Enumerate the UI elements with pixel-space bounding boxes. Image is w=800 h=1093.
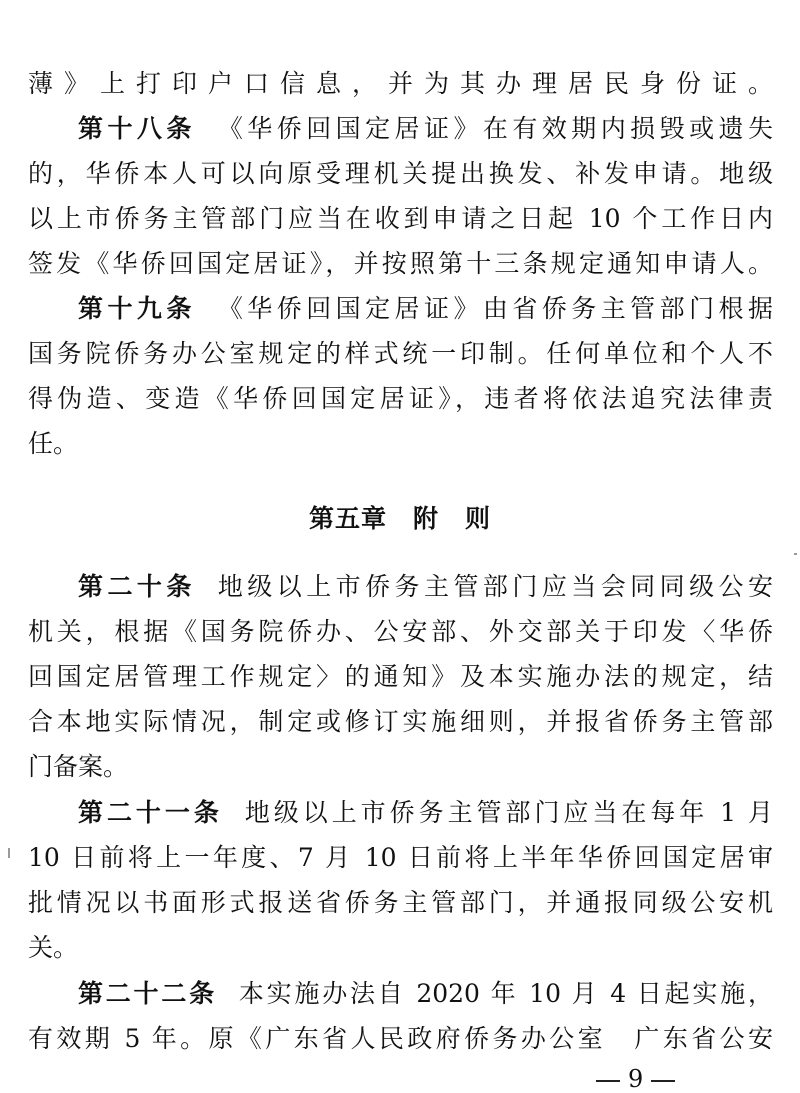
- text-line: 关。: [28, 933, 79, 962]
- article-19-line: [78, 293, 773, 327]
- chapter-number: 第五章: [308, 504, 387, 533]
- text-line: 回国定居管理工作规定〉的通知》及本实施办法的规定，结: [28, 662, 773, 691]
- article-22-heading: 第二十二条: [78, 979, 217, 1008]
- text-line: 10 日前将上一年度、7 月 10 日前将上半年华侨回国定居审: [28, 843, 773, 872]
- text-line: 国务院侨务办公室规定的样式统一印制。任何单位和个人不: [28, 339, 773, 368]
- text-line: 地级以上市侨务主管部门应当在每年 1 月: [244, 798, 773, 827]
- text-line: 有效期 5 年。原《广东省人民政府侨务办公室 广东省公安: [28, 1024, 773, 1053]
- article-21-heading: 第二十一条: [78, 798, 223, 827]
- text-line: 的，华侨本人可以向原受理机关提出换发、补发申请。地级: [28, 159, 773, 188]
- text-line: 地级以上市侨务主管部门应当会同同级公安: [217, 572, 773, 601]
- text-line: 得伪造、变造《华侨回国定居证》，违者将依法追究法律责: [28, 384, 773, 413]
- dash-right: [651, 1080, 675, 1082]
- text-line: 批情况以书面形式报送省侨务主管部门，并通报同级公安机: [28, 888, 773, 917]
- article-18-heading: 第十八条: [78, 114, 196, 143]
- article-19-heading: 第十九条: [78, 294, 196, 323]
- chapter-heading: [0, 503, 800, 535]
- text-line: 本实施办法自 2020 年 10 月 4 日起实施，: [238, 979, 773, 1008]
- text-line: 合本地实际情况，制定或修订实施细则，并报省侨务主管部: [28, 707, 773, 736]
- text-line: 任。: [28, 429, 79, 458]
- text-line: 门备案。: [28, 752, 129, 781]
- text-line: 《华侨回国定居证》由省侨务主管部门根据: [217, 294, 773, 323]
- article-21-line: [78, 797, 773, 831]
- dash-left: [596, 1080, 620, 1082]
- text-line: 以上市侨务主管部门应当在收到申请之日起 10 个工作日内: [28, 204, 773, 233]
- article-20-heading: 第二十条: [78, 572, 196, 601]
- article-18-line: [78, 113, 773, 147]
- scan-mark: [794, 553, 797, 555]
- text-line: 《华侨回国定居证》在有效期内损毁或遗失: [217, 114, 773, 143]
- text-line: 签发《华侨回国定居证》，并按照第十三条规定通知申请人。: [28, 249, 773, 278]
- article-20-line: [78, 571, 773, 605]
- chapter-title: 附 则: [413, 504, 492, 533]
- text-line: 薄》上打印户口信息，并为其办理居民身份证。: [28, 69, 773, 98]
- text-line: 机关，根据《国务院侨办、公安部、外交部关于印发〈华侨: [28, 617, 773, 646]
- page-number: [588, 1066, 683, 1092]
- article-22-line: [78, 978, 773, 1012]
- scan-mark: [8, 848, 10, 858]
- page-number-value: 9: [628, 1065, 644, 1093]
